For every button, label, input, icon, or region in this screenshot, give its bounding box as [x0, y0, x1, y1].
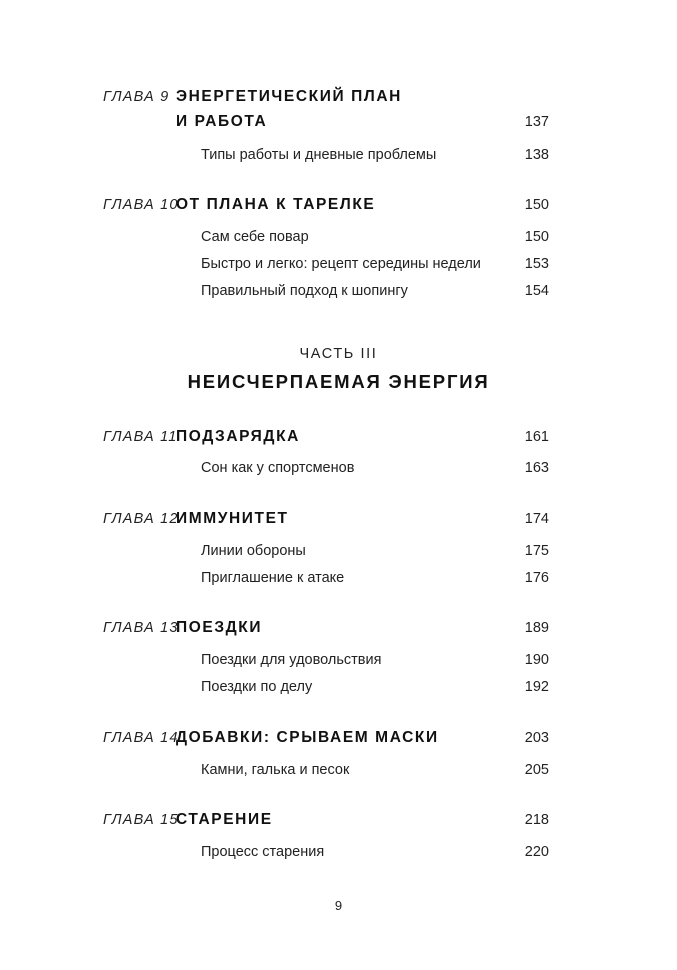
part-title: НЕИСЧЕРПАЕМАЯ ЭНЕРГИЯ: [187, 371, 490, 392]
subsection-page: 175: [524, 543, 549, 559]
toc-entry: [0, 677, 677, 703]
page-number: 9: [334, 898, 343, 913]
chapter-12-row: [0, 509, 677, 535]
chapter-label: ГЛАВА 14: [103, 730, 179, 746]
subsection-page: 176: [524, 570, 549, 586]
toc-entry: [0, 281, 677, 307]
chapter-15-row: [0, 810, 677, 836]
toc-entry: [0, 458, 677, 484]
chapter-label: ГЛАВА 12: [103, 511, 179, 527]
chapter-page: 203: [524, 730, 549, 746]
chapter-page: 174: [524, 511, 549, 527]
subsection-title: Быстро и легко: рецепт середины недели: [201, 256, 481, 272]
chapter-label: ГЛАВА 15: [103, 812, 179, 828]
subsection-title: Линии обороны: [201, 543, 306, 559]
subsection-page: 150: [524, 229, 549, 245]
chapter-title: ПОЕЗДКИ: [176, 619, 263, 636]
toc-entry: [0, 254, 677, 280]
toc-entry: [0, 145, 677, 171]
chapter-page: 189: [524, 620, 549, 636]
chapter-title: ДОБАВКИ: СРЫВАЕМ МАСКИ: [176, 729, 439, 746]
subsection-title: Сам себе повар: [201, 229, 309, 245]
subsection-title: Процесс старения: [201, 844, 325, 860]
subsection-page: 154: [524, 283, 549, 299]
subsection-title: Камни, галька и песок: [201, 762, 350, 778]
toc-entry: [0, 541, 677, 567]
chapter-title: ИММУНИТЕТ: [176, 510, 289, 527]
toc-entry: [0, 760, 677, 786]
chapter-title-continued: И РАБОТА: [176, 113, 268, 130]
chapter-10-row: [0, 195, 677, 221]
chapter-page: 137: [524, 114, 549, 130]
chapter-14-row: [0, 728, 677, 754]
toc-entry: [0, 650, 677, 676]
chapter-label: ГЛАВА 13: [103, 620, 179, 636]
subsection-page: 153: [524, 256, 549, 272]
subsection-title: Приглашение к атаке: [201, 570, 345, 586]
subsection-page: 220: [524, 844, 549, 860]
chapter-9-row: [0, 87, 677, 113]
chapter-title: ПОДЗАРЯДКА: [176, 428, 300, 445]
subsection-title: Поездки для удовольствия: [201, 652, 382, 668]
chapter-page: 161: [524, 429, 549, 445]
subsection-title: Типы работы и дневные проблемы: [201, 147, 437, 163]
subsection-title: Сон как у спортсменов: [201, 460, 355, 476]
subsection-page: 190: [524, 652, 549, 668]
chapter-page: 150: [524, 197, 549, 213]
subsection-page: 192: [524, 679, 549, 695]
toc-entry: [0, 568, 677, 594]
subsection-title: Правильный подход к шопингу: [201, 283, 408, 299]
chapter-9-row-cont: [0, 112, 677, 138]
chapter-title: ЭНЕРГЕТИЧЕСКИЙ ПЛАН: [176, 88, 402, 105]
chapter-title: СТАРЕНИЕ: [176, 811, 273, 828]
toc-entry: [0, 842, 677, 868]
chapter-11-row: [0, 427, 677, 453]
toc-entry: [0, 227, 677, 253]
subsection-page: 205: [524, 762, 549, 778]
chapter-page: 218: [524, 812, 549, 828]
chapter-label: ГЛАВА 10: [103, 197, 179, 213]
subsection-page: 163: [524, 460, 549, 476]
subsection-title: Поездки по делу: [201, 679, 313, 695]
chapter-title: ОТ ПЛАНА К ТАРЕЛКЕ: [176, 196, 376, 213]
chapter-13-row: [0, 618, 677, 644]
chapter-label: ГЛАВА 11: [103, 429, 178, 445]
subsection-page: 138: [524, 147, 549, 163]
part-label: ЧАСТЬ III: [299, 346, 378, 362]
chapter-label: ГЛАВА 9: [103, 89, 170, 105]
